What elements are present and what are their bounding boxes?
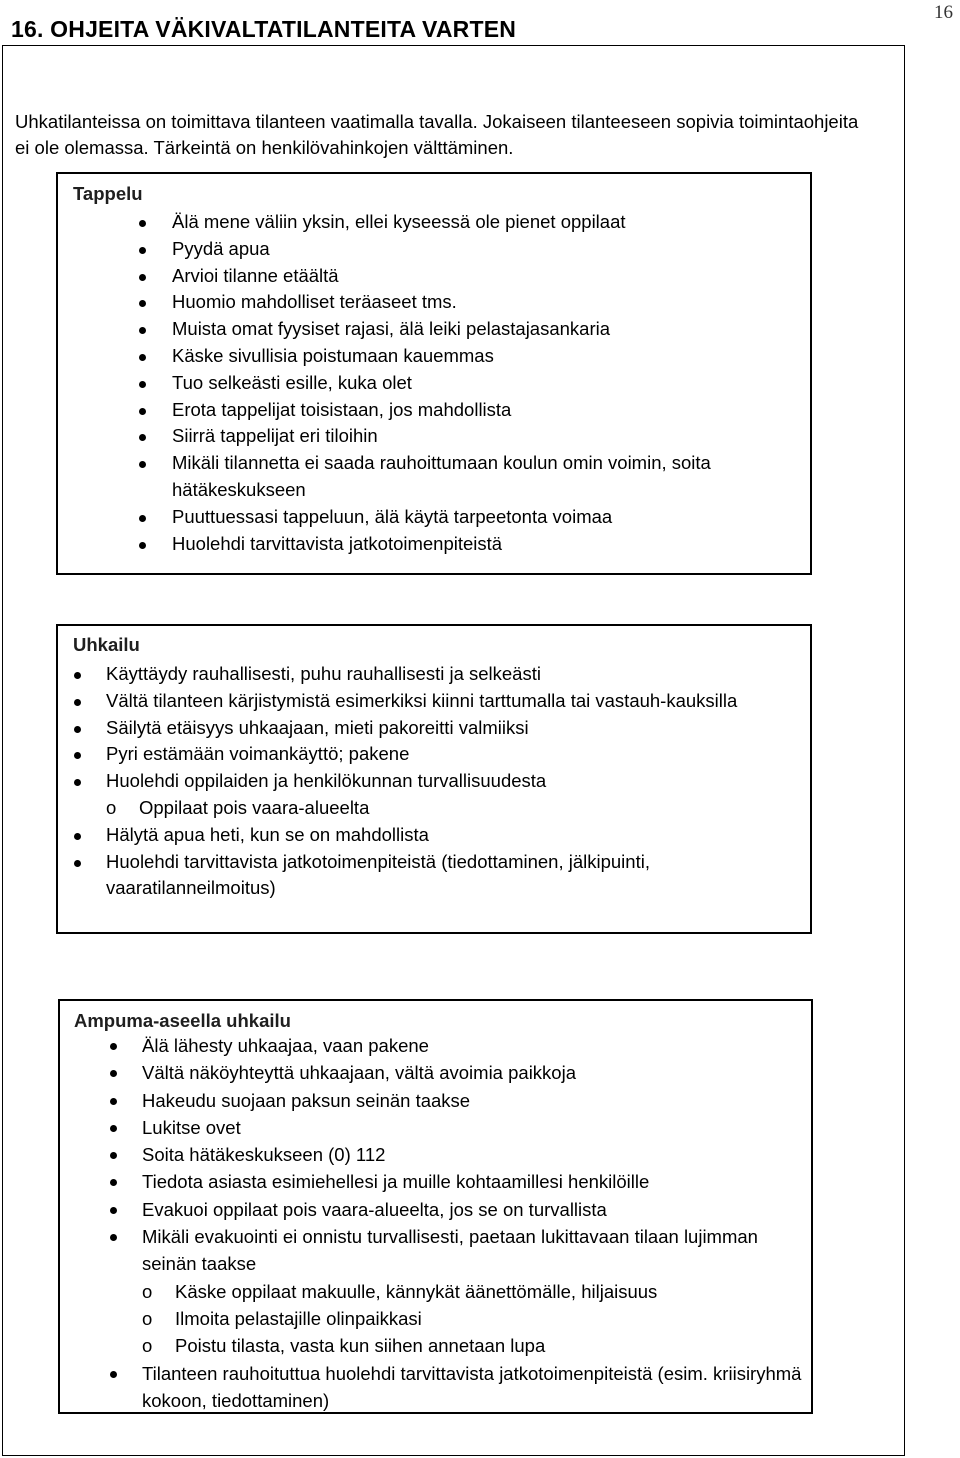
list-item: Hälytä apua heti, kun se on mahdollista <box>72 822 802 849</box>
list-item: Huolehdi tarvittavista jatkotoimenpiteistä <box>138 531 798 558</box>
bullet-icon <box>74 672 81 679</box>
bullet-icon <box>74 752 81 759</box>
section-tappelu <box>56 172 812 575</box>
list-item: Pyri estämään voimankäyttö; pakene <box>72 741 802 768</box>
sub-list-item: o Käske oppilaat makuulle, kännykät äänettömälle, hiljaisuus <box>108 1278 808 1305</box>
list-item: Puuttuessasi tappeluun, älä käytä tarpeetonta voimaa <box>138 504 798 531</box>
page-frame <box>2 45 905 1456</box>
sub-list-item: o Poistu tilasta, vasta kun siihen annetaan lupa <box>108 1332 808 1359</box>
bullet-icon <box>74 833 81 840</box>
bullet-icon <box>139 408 146 415</box>
list-item: Siirrä tappelijat eri tiloihin <box>138 423 798 450</box>
list-item: Muista omat fyysiset rajasi, älä leiki pelastajasankaria <box>138 316 798 343</box>
sub-bullet-marker: o <box>106 796 117 818</box>
intro-paragraph: Uhkatilanteissa on toimittava tilanteen vaatimalla tavalla. Jokaiseen tilanteeseen sopivia toimintaohjeita ei ole olemassa. Tärkeintä on henkilövahinkojen välttäminen. <box>15 111 859 158</box>
list-item: Huolehdi oppilaiden ja henkilökunnan turvallisuudesta <box>72 768 802 795</box>
bullet-icon <box>139 354 146 361</box>
bullet-icon <box>110 1152 117 1159</box>
bullet-icon <box>74 726 81 733</box>
bullet-icon <box>139 247 146 254</box>
list-item: Vältä tilanteen kärjistymistä esimerkiksi kiinni tarttumalla tai vastauh-kauksilla <box>72 688 802 715</box>
list-item: Pyydä apua <box>138 236 798 263</box>
bullet-icon <box>139 327 146 334</box>
bullet-icon <box>139 220 146 227</box>
tappelu-list <box>138 209 798 557</box>
page-number: 16 <box>934 2 953 23</box>
list-item: Älä lähesty uhkaajaa, vaan pakene <box>108 1032 808 1059</box>
list-item: Arvioi tilanne etäältä <box>138 263 798 290</box>
section-heading-uhkailu: Uhkailu <box>73 634 140 655</box>
bullet-icon <box>139 515 146 522</box>
list-item: Soita hätäkeskukseen (0) 112 <box>108 1141 808 1168</box>
sub-list-item: o Oppilaat pois vaara-alueelta <box>72 795 802 822</box>
list-item: Käske sivullisia poistumaan kauemmas <box>138 343 798 370</box>
list-item: Huomio mahdolliset teräaseet tms. <box>138 289 798 316</box>
bullet-icon <box>139 381 146 388</box>
bullet-icon <box>110 1043 117 1050</box>
bullet-icon <box>110 1098 117 1105</box>
ampuma-ase-list <box>108 1032 808 1414</box>
sub-bullet-marker: o <box>142 1307 153 1329</box>
bullet-icon <box>74 779 81 786</box>
list-item: Evakuoi oppilaat pois vaara-alueelta, jos se on turvallista <box>108 1196 808 1223</box>
sub-bullet-marker: o <box>142 1335 153 1357</box>
uhkailu-list <box>72 661 802 902</box>
list-item: Vältä näköyhteyttä uhkaajaan, vältä avoimia paikkoja <box>108 1059 808 1086</box>
section-ampuma-ase <box>58 999 813 1414</box>
sub-list-item: o Ilmoita pelastajille olinpaikkasi <box>108 1305 808 1332</box>
list-item: Älä mene väliin yksin, ellei kyseessä ole pienet oppilaat <box>138 209 798 236</box>
list-item: Mikäli evakuointi ei onnistu turvallisesti, paetaan lukittavaan tilaan lujimman seinän taakse <box>108 1223 808 1278</box>
list-item: Erota tappelijat toisistaan, jos mahdollista <box>138 397 798 424</box>
list-item: Tuo selkeästi esille, kuka olet <box>138 370 798 397</box>
section-heading-tappelu: Tappelu <box>73 183 143 204</box>
bullet-icon <box>139 434 146 441</box>
list-item: Tiedota asiasta esimiehellesi ja muille kohtaamillesi henkilöille <box>108 1168 808 1195</box>
bullet-icon <box>110 1070 117 1077</box>
section-uhkailu <box>56 624 812 934</box>
bullet-icon <box>139 542 146 549</box>
bullet-icon <box>110 1125 117 1132</box>
bullet-icon <box>110 1207 117 1214</box>
sub-bullet-marker: o <box>142 1280 153 1302</box>
bullet-icon <box>110 1179 117 1186</box>
bullet-icon <box>139 274 146 281</box>
bullet-icon <box>139 461 146 468</box>
bullet-icon <box>110 1371 117 1378</box>
list-item: Mikäli tilannetta ei saada rauhoittumaan koulun omin voimin, soita hätäkeskukseen <box>138 450 798 504</box>
bullet-icon <box>74 860 81 867</box>
bullet-icon <box>74 699 81 706</box>
list-item: Käyttäydy rauhallisesti, puhu rauhallisesti ja selkeästi <box>72 661 802 688</box>
bullet-icon <box>110 1234 117 1241</box>
page-title: 16. OHJEITA VÄKIVALTATILANTEITA VARTEN <box>11 16 517 42</box>
list-item: Lukitse ovet <box>108 1114 808 1141</box>
list-item: Hakeudu suojaan paksun seinän taakse <box>108 1087 808 1114</box>
list-item: Tilanteen rauhoituttua huolehdi tarvittavista jatkotoimenpiteistä (esim. kriisiryhmä kokoon, tiedottaminen) <box>108 1360 808 1415</box>
bullet-icon <box>139 300 146 307</box>
list-item: Säilytä etäisyys uhkaajaan, mieti pakoreitti valmiiksi <box>72 715 802 742</box>
list-item: Huolehdi tarvittavista jatkotoimenpiteistä (tiedottaminen, jälkipuinti, vaaratilanneilmoitus) <box>72 849 802 903</box>
section-heading-ampuma-ase: Ampuma-aseella uhkailu <box>74 1010 291 1031</box>
